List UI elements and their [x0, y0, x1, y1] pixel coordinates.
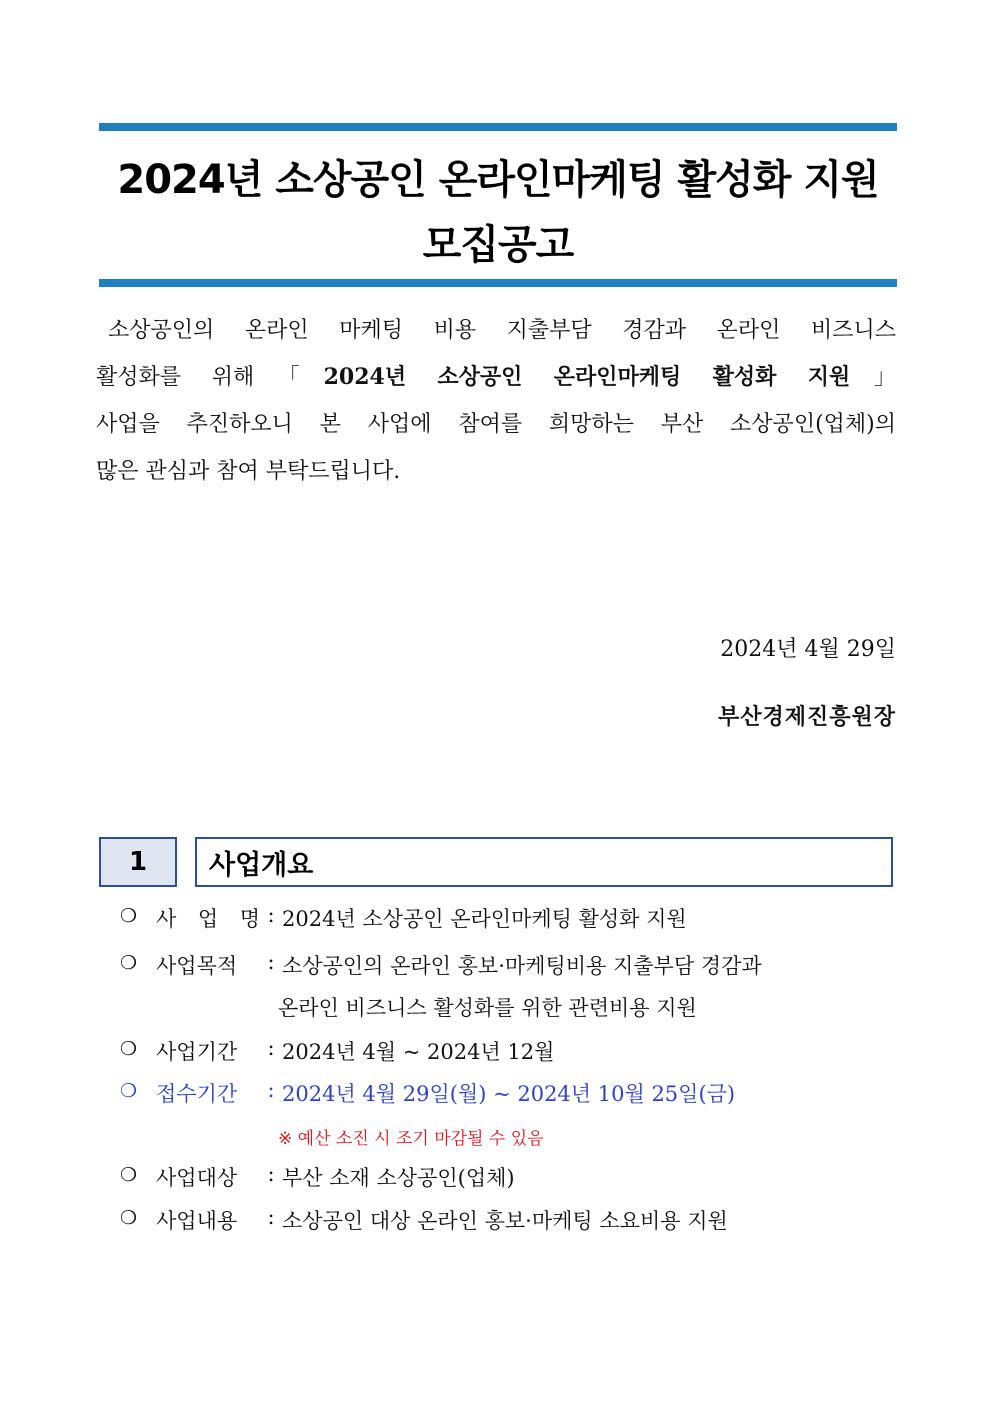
page-title-line2: 모집공고 [422, 222, 574, 268]
intro-paragraph [96, 307, 896, 495]
item-label: 사업기간 [156, 1040, 238, 1064]
item-value: 2024년 4월 29일(월) ~ 2024년 10월 25일(금) [282, 1082, 736, 1106]
circle-bullet-icon: ❍ [120, 1164, 138, 1186]
list-item-application-period [120, 1078, 735, 1108]
intro-line-2-post: 」 [850, 365, 896, 390]
item-label: 사업대상 [156, 1166, 238, 1190]
circle-bullet-icon: ❍ [120, 1207, 138, 1229]
item-value-continued: 온라인 비즈니스 활성화를 위한 관련비용 지원 [278, 996, 697, 1020]
section-title: 사업개요 [195, 837, 893, 887]
title-top-rule [99, 123, 897, 131]
intro-line-3: 사업을 추진하오니 본 사업에 참여를 희망하는 부산 소상공인(업체)의 [96, 412, 896, 437]
item-value: 소상공인의 온라인 홍보·마케팅비용 지출부담 경감과 [282, 954, 762, 978]
item-separator: : [267, 1205, 275, 1229]
list-item-period [120, 1036, 554, 1066]
item-separator: : [267, 1078, 275, 1102]
item-label: 사업목적 [156, 954, 238, 978]
intro-line-1: 소상공인의 온라인 마케팅 비용 지출부담 경감과 온라인 비즈니스 [108, 318, 896, 343]
circle-bullet-icon: ❍ [120, 1038, 138, 1060]
item-value: 2024년 4월 ~ 2024년 12월 [282, 1040, 555, 1064]
title-bottom-rule [99, 279, 897, 287]
signer: 부산경제진흥원장 [717, 704, 896, 730]
item-separator: : [267, 950, 275, 974]
intro-line-2-pre: 활성화를 위해「 [96, 365, 324, 390]
list-item-target [120, 1162, 515, 1192]
intro-line-2 [96, 354, 896, 401]
announcement-date: 2024년 4월 29일 [720, 637, 896, 662]
item-separator: : [267, 1036, 275, 1060]
page-title: 2024년 소상공인 온라인마케팅 활성화 지원 [117, 157, 879, 203]
circle-bullet-icon: ❍ [120, 952, 138, 974]
item-separator: : [267, 1162, 275, 1186]
list-item-content [120, 1205, 728, 1235]
item-separator: : [267, 903, 275, 927]
item-label: 사업내용 [156, 1209, 238, 1233]
list-item-purpose [120, 950, 762, 980]
item-value: 2024년 소상공인 온라인마케팅 활성화 지원 [282, 907, 687, 931]
intro-line-4: 많은 관심과 참여 부탁드립니다. [96, 459, 401, 484]
item-value: 부산 소재 소상공인(업체) [282, 1166, 515, 1190]
circle-bullet-icon: ❍ [120, 905, 138, 927]
section-number: 1 [99, 837, 177, 887]
circle-bullet-icon: ❍ [120, 1080, 138, 1102]
list-item-program-name [120, 903, 687, 933]
item-label: 사 업 명 [156, 907, 260, 931]
item-label: 접수기간 [156, 1082, 238, 1106]
program-name: 2024년 소상공인 온라인마케팅 활성화 지원 [323, 364, 851, 390]
item-value: 소상공인 대상 온라인 홍보·마케팅 소요비용 지원 [282, 1209, 728, 1233]
budget-note: ※ 예산 소진 시 조기 마감될 수 있음 [278, 1129, 544, 1149]
